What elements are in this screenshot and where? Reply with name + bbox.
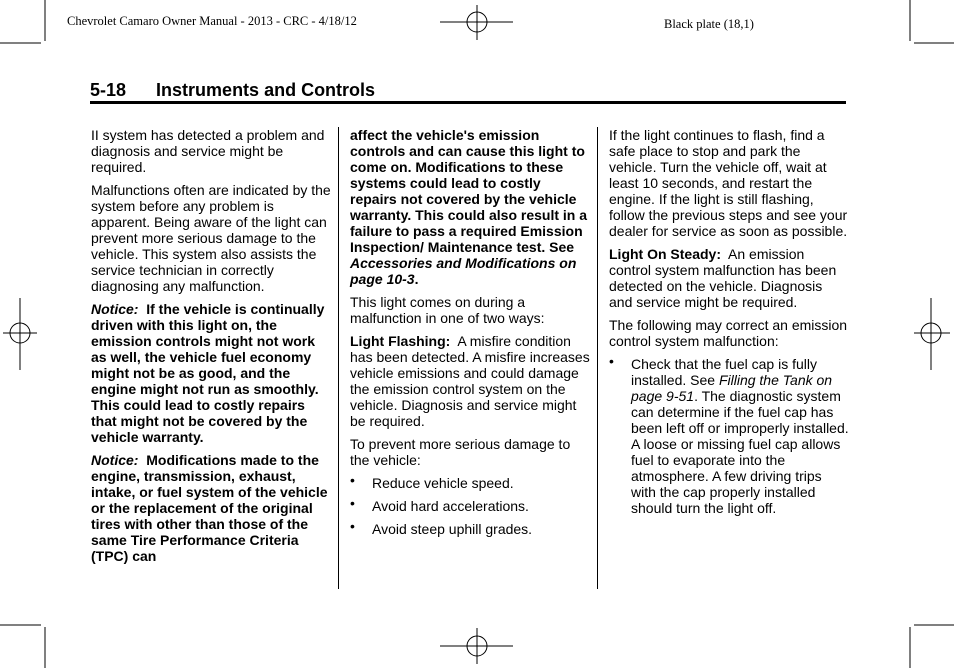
light-flashing-paragraph: Light Flashing: A misfire condition has been detected. A misfire increases vehicle emissions and could damage the emission control system on the vehicle. Diagnosis and service might be required. (350, 333, 590, 429)
notice-text: Modifications made to the engine, transmission, exhaust, intake, or fuel system of the vehicle or the replacement of the original tires with other than those of the same Tire Performance Criteria (TPC) can (91, 452, 328, 564)
header-plate-info: Black plate (18,1) (664, 17, 754, 31)
cross-reference-link[interactable]: Filling the Tank on page 9-51 (631, 372, 833, 404)
bullet-icon: • (350, 472, 355, 488)
notice-paragraph (91, 301, 331, 445)
light-flashing-label: Light Flashing: (350, 333, 451, 349)
column-3 (609, 127, 849, 523)
notice-label: Notice: (91, 301, 139, 317)
notice-paragraph (91, 452, 331, 564)
bullet-icon: • (350, 518, 355, 534)
list-item: • Reduce vehicle speed. (350, 472, 514, 491)
paragraph: II system has detected a problem and diagnosis and service might be required. (91, 127, 325, 175)
notice-text: If the vehicle is continually driven with this light on, the emission controls might not work as well, the vehicle fuel economy might not be as good, and the engine might not run as smoothly. This could lead to costly repairs that might not be covered by the vehicle warranty. (91, 301, 325, 445)
list-item: • Avoid steep uphill grades. (350, 518, 533, 537)
column-divider (338, 127, 339, 589)
light-steady-label: Light On Steady: (609, 246, 721, 262)
list-item: • Check that the fuel cap is fully installed. See Filling the Tank on page 9-51. The diagnostic system can determine if the fuel cap has been left off or improperly installed. A loose or missing fuel cap allows fuel to evaporate into the atmosphere. A few driving trips with the cap properly installed should turn the light off. (609, 353, 849, 516)
section-title: Instruments and Controls (156, 80, 376, 100)
section-heading (90, 80, 375, 101)
cross-reference-link[interactable]: Accessories and Modifications on page 10-3 (350, 255, 577, 287)
notice-continuation: affect the vehicle's emission controls and can cause this light to come on. Modifications to these systems could lead to costly repairs not covered by the vehicle warranty. This could also result in a failure to pass a required Emission Inspection/ Maintenance test. See Accessories and Modifications on page 10-3. (350, 127, 588, 287)
light-steady-paragraph: Light On Steady: An emission control system malfunction has been detected on the vehicle. Diagnosis and service might be required. (609, 246, 837, 310)
section-number: 5-18 (90, 80, 127, 100)
column-2 (350, 127, 590, 544)
column-divider (597, 127, 598, 589)
notice-text: affect the vehicle's emission controls and can cause this light to come on. Modifications to these systems could lead to costly repairs not covered by the vehicle warranty. This could also result in a failure to pass a required Emission Inspection/ Maintenance test. See (350, 127, 588, 255)
bullet-icon: • (609, 353, 614, 369)
paragraph: Malfunctions often are indicated by the system before any problem is apparent. Being aware of the light can prevent more serious damage to the vehicle. This system also assists the service technician in correctly diagnosing any malfunction. (91, 182, 331, 294)
paragraph: To prevent more serious damage to the vehicle: (350, 436, 571, 468)
bullet-icon: • (350, 495, 355, 511)
paragraph: The following may correct an emission control system malfunction: (609, 317, 848, 349)
header-manual-info: Chevrolet Camaro Owner Manual - 2013 - CRC - 4/18/12 (67, 14, 357, 28)
list-item: • Avoid hard accelerations. (350, 495, 529, 514)
heading-rule (90, 101, 846, 104)
paragraph: If the light continues to flash, find a safe place to stop and park the vehicle. Turn the vehicle off, wait at least 10 seconds, and restart the engine. If the light is still flashing, follow the previous steps and see your dealer for service as soon as possible. (609, 127, 848, 239)
paragraph: This light comes on during a malfunction in one of two ways: (350, 294, 545, 326)
column-1 (91, 127, 331, 571)
notice-label: Notice: (91, 452, 139, 468)
